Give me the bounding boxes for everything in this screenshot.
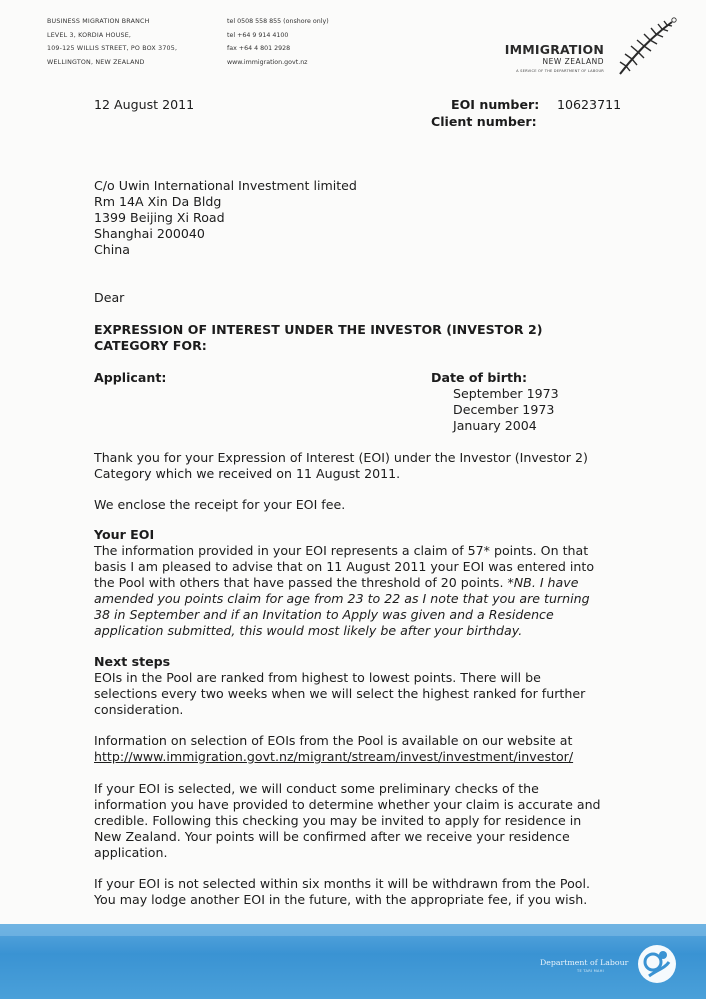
receipt-line: We enclose the receipt for your EOI fee.: [94, 497, 346, 512]
selected-line: credible. Following this checking you may be invited to apply for residence in: [94, 813, 582, 828]
contact-line: tel +64 9 914 4100: [227, 31, 289, 39]
applicant-label: Applicant:: [94, 370, 167, 385]
nb-note-line: application submitted, this would most likely be after your birthday.: [94, 623, 523, 638]
your-eoi-line: basis I am pleased to advise that on 11 August 2011 your EOI was entered into: [94, 559, 595, 574]
recipient-line: 1399 Beijing Xi Road: [94, 210, 225, 225]
nb-note-line: amended you points claim for age from 23 to 22 as I note that you are turning: [94, 591, 590, 606]
intro-line: Thank you for your Expression of Interest (EOI) under the Investor (Investor 2): [94, 450, 588, 465]
your-eoi-heading: Your EOI: [94, 527, 155, 542]
selected-line: If your EOI is selected, we will conduct some preliminary checks of the: [94, 781, 539, 796]
salutation: Dear: [94, 290, 125, 305]
department-logo-icon: [635, 942, 679, 986]
website-link[interactable]: http://www.immigration.govt.nz/migrant/stream/invest/investment/investor/: [94, 749, 574, 764]
dob-value: January 2004: [453, 418, 537, 433]
selected-line: New Zealand. Your points will be confirmed after we receive your residence: [94, 829, 570, 844]
logo-subtitle: NEW ZEALAND: [542, 57, 604, 66]
dob-value: December 1973: [453, 402, 555, 417]
your-eoi-text: the Pool with others that have passed the threshold of 20 points.: [94, 575, 508, 590]
not-selected-line: If your EOI is not selected within six months it will be withdrawn from the Pool.: [94, 876, 590, 891]
dob-label: Date of birth:: [431, 370, 527, 385]
not-selected-line: You may lodge another EOI in the future, with the appropriate fee, if you wish.: [94, 892, 588, 907]
nb-note: *NB. I have: [507, 575, 579, 590]
your-eoi-line: The information provided in your EOI represents a claim of 57* points. On that: [94, 543, 589, 558]
letter-date: 12 August 2011: [94, 97, 195, 112]
client-number-label: Client number:: [431, 114, 537, 129]
subject-line: EXPRESSION OF INTEREST UNDER THE INVESTOR (INVESTOR 2): [94, 322, 543, 337]
fern-icon: [614, 16, 678, 78]
recipient-line: C/o Uwin International Investment limited: [94, 178, 357, 193]
subject-line: CATEGORY FOR:: [94, 338, 207, 353]
footer-stripe: [0, 924, 706, 936]
address-line: LEVEL 3, KORDIA HOUSE,: [47, 31, 132, 39]
logo-tagline: A SERVICE OF THE DEPARTMENT OF LABOUR: [516, 69, 604, 73]
immigration-nz-logo: [504, 10, 684, 78]
department-name: Department of Labour: [540, 958, 629, 967]
sender-contact: [227, 15, 329, 69]
nb-note-line: 38 in September and if an Invitation to Apply was given and a Residence: [94, 607, 554, 622]
intro-line: Category which we received on 11 August 2011.: [94, 466, 401, 481]
address-line: WELLINGTON, NEW ZEALAND: [47, 58, 145, 66]
department-maori-name: TE TARI MAHI: [577, 969, 604, 973]
next-steps-line: consideration.: [94, 702, 184, 717]
dob-value: September 1973: [453, 386, 559, 401]
next-steps-line: selections every two weeks when we will select the highest ranked for further: [94, 686, 586, 701]
contact-line: fax +64 4 801 2928: [227, 45, 291, 52]
recipient-line: Rm 14A Xin Da Bldg: [94, 194, 222, 209]
address-line: BUSINESS MIGRATION BRANCH: [47, 18, 150, 25]
selected-line: information you have provided to determine whether your claim is accurate and: [94, 797, 601, 812]
footer-band: [0, 924, 706, 999]
next-steps-line: EOIs in the Pool are ranked from highest to lowest points. There will be: [94, 670, 541, 685]
info-line: Information on selection of EOIs from the Pool is available on our website at: [94, 733, 573, 748]
next-steps-heading: Next steps: [94, 654, 171, 669]
contact-line: www.immigration.govt.nz: [227, 58, 308, 66]
selected-line: application.: [94, 845, 168, 860]
sender-address: [47, 15, 177, 69]
logo-title: IMMIGRATION: [504, 42, 604, 57]
eoi-number-value: 10623711: [557, 97, 622, 112]
address-line: 109-125 WILLIS STREET, PO BOX 3705,: [47, 45, 178, 52]
contact-line: tel 0508 558 855 (onshore only): [227, 18, 329, 25]
recipient-line: Shanghai 200040: [94, 226, 205, 241]
recipient-line: China: [94, 242, 130, 257]
your-eoi-line: [94, 575, 578, 591]
eoi-number-label: EOI number:: [451, 97, 540, 112]
